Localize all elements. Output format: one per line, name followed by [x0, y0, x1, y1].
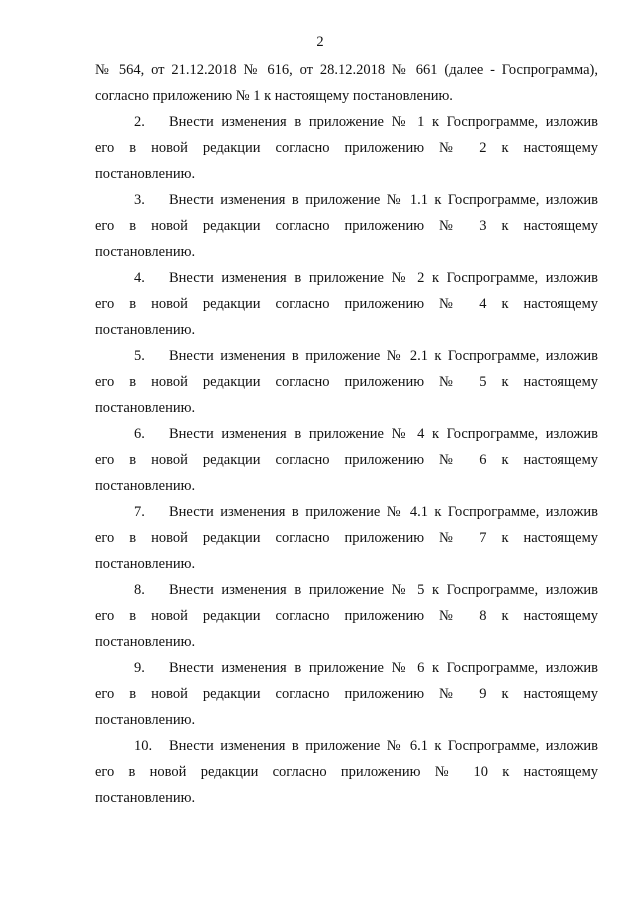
item-number: 3. [134, 192, 145, 208]
item-text: Внести изменения в приложение № 2 к Госпрограмме, изложив [169, 270, 598, 286]
item-line-3: постановлению. [95, 322, 196, 338]
item-line-1 [95, 733, 598, 759]
item-line-3: постановлению. [95, 634, 196, 650]
item-line-2: его в новой редакции согласно приложению № 9 к настоящему [95, 686, 598, 702]
item-line-3: постановлению. [95, 712, 196, 728]
item-line-3: постановлению. [95, 478, 196, 494]
item-number: 7. [134, 504, 145, 520]
item-line-3: постановлению. [95, 556, 196, 572]
item-line-1 [95, 421, 598, 447]
item-number: 9. [134, 660, 145, 676]
item-line-1 [95, 109, 598, 135]
item-line-2: его в новой редакции согласно приложению № 2 к настоящему [95, 140, 598, 156]
item-line-2: его в новой редакции согласно приложению № 8 к настоящему [95, 608, 598, 624]
document-body [95, 57, 598, 811]
item-number: 2. [134, 114, 145, 130]
item-number: 10. [134, 738, 153, 754]
item-paragraph-9 [95, 655, 598, 733]
item-line-3: постановлению. [95, 790, 196, 806]
item-line-2: его в новой редакции согласно приложению № 5 к настоящему [95, 374, 598, 390]
item-paragraph-8 [95, 577, 598, 655]
item-line-2: его в новой редакции согласно приложению № 3 к настоящему [95, 218, 598, 234]
item-text: Внести изменения в приложение № 6 к Госпрограмме, изложив [169, 660, 598, 676]
item-number: 8. [134, 582, 145, 598]
page-number: 2 [316, 34, 324, 50]
item-line-1 [95, 577, 598, 603]
item-text: Внести изменения в приложение № 1 к Госпрограмме, изложив [169, 114, 598, 130]
intro-paragraph [95, 57, 598, 109]
item-text: Внести изменения в приложение № 6.1 к Госпрограмме, изложив [169, 738, 598, 754]
item-line-2: его в новой редакции согласно приложению № 4 к настоящему [95, 296, 598, 312]
item-text: Внести изменения в приложение № 2.1 к Госпрограмме, изложив [169, 348, 598, 364]
item-text: Внести изменения в приложение № 4 к Госпрограмме, изложив [169, 426, 598, 442]
item-line-2: его в новой редакции согласно приложению № 7 к настоящему [95, 530, 598, 546]
item-number: 4. [134, 270, 145, 286]
item-line-1 [95, 343, 598, 369]
item-paragraph-3 [95, 187, 598, 265]
item-paragraph-10 [95, 733, 598, 811]
item-line-3: постановлению. [95, 166, 196, 182]
item-paragraph-7 [95, 499, 598, 577]
intro-line-1: № 564, от 21.12.2018 № 616, от 28.12.2018 № 661 (далее - Госпрограмма), [95, 62, 598, 78]
item-line-1 [95, 655, 598, 681]
item-line-3: постановлению. [95, 244, 196, 260]
intro-line-2: согласно приложению № 1 к настоящему постановлению. [95, 88, 453, 104]
item-paragraph-6 [95, 421, 598, 499]
item-paragraph-4 [95, 265, 598, 343]
item-line-1 [95, 187, 598, 213]
item-line-3: постановлению. [95, 400, 196, 416]
item-text: Внести изменения в приложение № 4.1 к Госпрограмме, изложив [169, 504, 598, 520]
item-line-2: его в новой редакции согласно приложению № 10 к настоящему [95, 764, 598, 780]
item-paragraph-2 [95, 109, 598, 187]
item-line-1 [95, 499, 598, 525]
item-text: Внести изменения в приложение № 1.1 к Госпрограмме, изложив [169, 192, 598, 208]
item-number: 6. [134, 426, 145, 442]
item-line-1 [95, 265, 598, 291]
item-text: Внести изменения в приложение № 5 к Госпрограмме, изложив [169, 582, 598, 598]
item-paragraph-5 [95, 343, 598, 421]
item-line-2: его в новой редакции согласно приложению № 6 к настоящему [95, 452, 598, 468]
item-number: 5. [134, 348, 145, 364]
